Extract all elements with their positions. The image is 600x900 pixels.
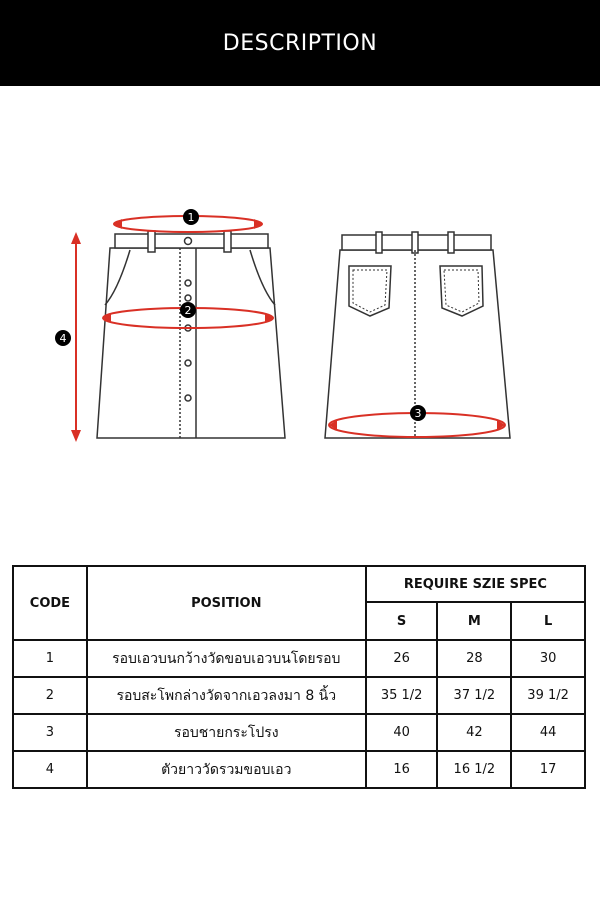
position-header: POSITION <box>87 566 366 640</box>
marker-3-label: 3 <box>414 407 422 420</box>
row-code: 2 <box>13 677 87 714</box>
row-size-m: 37 1/2 <box>437 677 511 714</box>
header-title: DESCRIPTION <box>222 30 378 56</box>
size-header-m: M <box>437 602 511 640</box>
row-position: รอบสะโพกล่างวัดจากเอวลงมา 8 นิ้ว <box>87 677 366 714</box>
marker-2 <box>180 302 196 318</box>
size-header-l: L <box>511 602 585 640</box>
row-position: รอบชายกระโปรง <box>87 714 366 751</box>
row-size-s: 40 <box>366 714 438 751</box>
skirt-front <box>97 231 285 438</box>
marker-4 <box>55 330 71 346</box>
row-code: 4 <box>13 751 87 788</box>
code-header: CODE <box>13 566 87 640</box>
row-size-m: 28 <box>437 640 511 677</box>
row-size-m: 16 1/2 <box>437 751 511 788</box>
row-size-s: 16 <box>366 751 438 788</box>
row-size-l: 17 <box>511 751 585 788</box>
skirt-measurement-illustration <box>0 180 600 460</box>
table-row <box>13 714 585 751</box>
marker-1 <box>183 209 199 225</box>
row-size-m: 42 <box>437 714 511 751</box>
table-row <box>13 677 585 714</box>
row-code: 3 <box>13 714 87 751</box>
row-size-l: 39 1/2 <box>511 677 585 714</box>
row-size-s: 26 <box>366 640 438 677</box>
row-position: รอบเอวบนกว้างวัดขอบเอวบนโดยรอบ <box>87 640 366 677</box>
row-code: 1 <box>13 640 87 677</box>
marker-4-label: 4 <box>59 332 67 345</box>
page-header <box>0 0 600 86</box>
marker-2-label: 2 <box>184 304 192 317</box>
table-row <box>13 751 585 788</box>
table-row <box>13 640 585 677</box>
row-position: ตัวยาววัดรวมขอบเอว <box>87 751 366 788</box>
row-size-l: 44 <box>511 714 585 751</box>
size-header-s: S <box>366 602 438 640</box>
row-size-s: 35 1/2 <box>366 677 438 714</box>
marker-3 <box>410 405 426 421</box>
size-spec-table <box>12 565 586 789</box>
row-size-l: 30 <box>511 640 585 677</box>
marker-1-label: 1 <box>187 211 195 224</box>
measure-length <box>71 232 81 442</box>
spec-header: REQUIRE SZIE SPEC <box>366 566 585 602</box>
